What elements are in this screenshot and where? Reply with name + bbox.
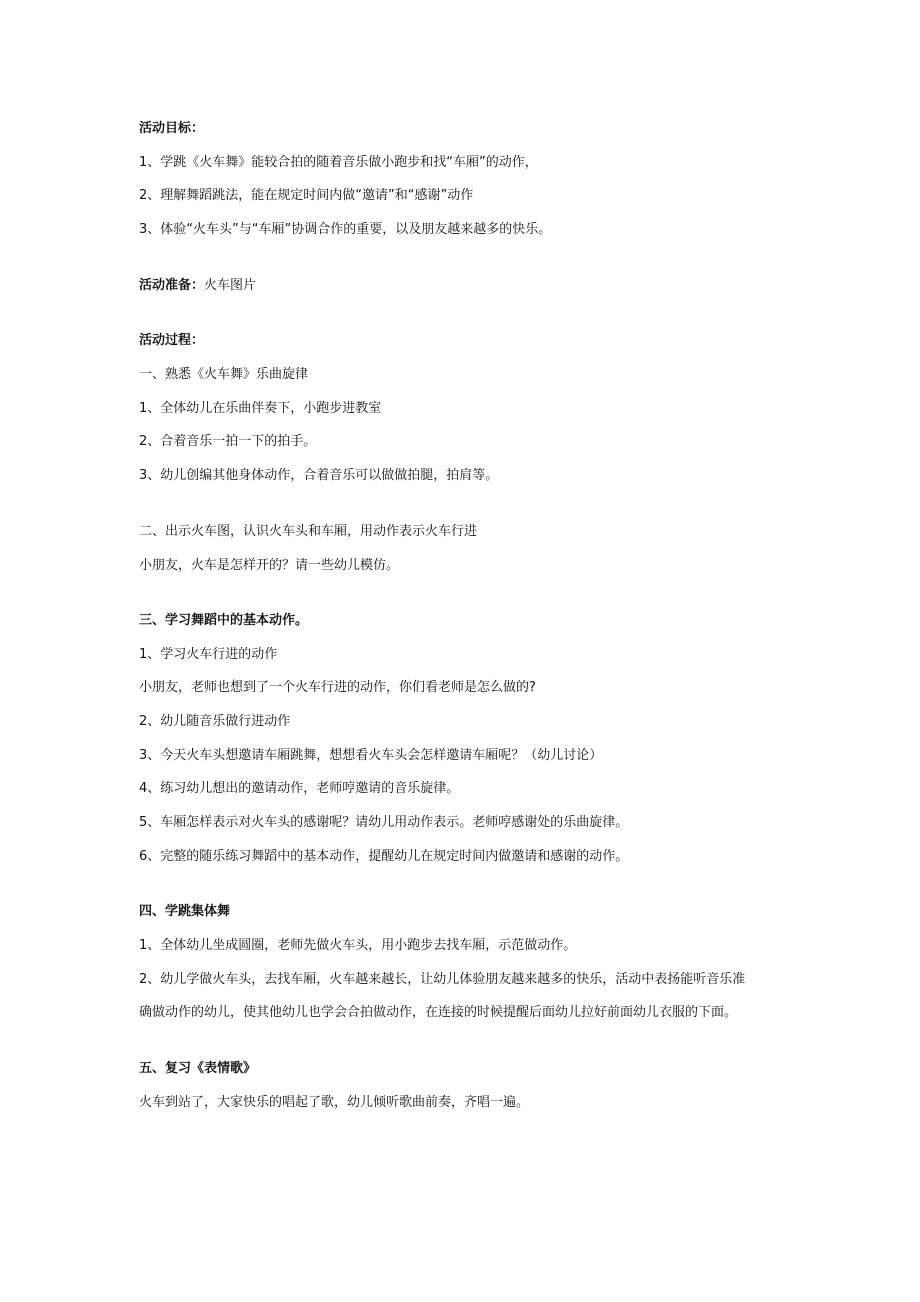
goal-item-3: 3、体验“火车头”与“车厢”协调合作的重要，以及朋友越来越多的快乐。 (139, 222, 552, 237)
part3-item-2: 2、幼儿随音乐做行进动作 (139, 714, 291, 729)
part3-item-4: 4、练习幼儿想出的邀请动作，老师哼邀请的音乐旋律。 (139, 781, 460, 796)
part4-title: 四、学跳集体舞 (139, 904, 231, 919)
part3-item-3: 3、今天火车头想邀请车厢跳舞，想想看火车头会怎样邀请车厢呢？（幼儿讨论） (139, 748, 603, 763)
part3-item-5: 5、车厢怎样表示对火车头的感谢呢？请幼儿用动作表示。老师哼感谢处的乐曲旋律。 (139, 815, 629, 830)
preparation-content: 火车图片 (204, 278, 257, 293)
part1-title: 一、熟悉《火车舞》乐曲旋律 (139, 367, 309, 382)
part3-text-1: 小朋友，老师也想到了一个火车行进的动作，你们看老师是怎么做的? (139, 680, 536, 695)
process-heading: 活动过程： (139, 333, 205, 348)
goal-item-1: 1、学跳《火车舞》能较合拍的随着音乐做小跑步和找“车厢”的动作， (139, 155, 538, 170)
part4-item-2: 2、幼儿学做火车头，去找车厢，火车越来越长，让幼儿体验朋友越来越多的快乐，活动中表扬能听音乐准 (139, 972, 746, 987)
part5-title: 五、复习《表情歌》 (139, 1061, 257, 1076)
goals-heading: 活动目标： (139, 121, 205, 136)
part1-item-2: 2、合着音乐一拍一下的拍手。 (139, 434, 317, 449)
part5-text: 火车到站了，大家快乐的唱起了歌，幼儿倾听歌曲前奏，齐唱一遍。 (139, 1095, 530, 1110)
preparation-line (139, 277, 839, 295)
part2-text: 小朋友，火车是怎样开的？请一些幼儿模仿。 (139, 558, 400, 573)
preparation-heading: 活动准备： (139, 278, 205, 293)
part1-item-3: 3、幼儿创编其他身体动作，合着音乐可以做做拍腿，拍肩等。 (139, 468, 499, 483)
part3-title: 三、学习舞蹈中的基本动作。 (139, 613, 309, 628)
part1-item-1: 1、全体幼儿在乐曲伴奏下，小跑步进教室 (139, 401, 382, 416)
part4-item-1: 1、全体幼儿坐成圆圈，老师先做火车头，用小跑步去找车厢，示范做动作。 (139, 938, 577, 953)
part3-item-1: 1、学习火车行进的动作 (139, 647, 278, 662)
part4-item-2-cont: 确做动作的幼儿，使其他幼儿也学会合拍做动作，在连接的时候提醒后面幼儿拉好前面幼儿衣服的下面。 (139, 1005, 738, 1020)
goal-item-2: 2、理解舞蹈跳法，能在规定时间内做“邀请”和“感谢”动作 (139, 188, 474, 203)
part3-item-6: 6、完整的随乐练习舞蹈中的基本动作，提醒幼儿在规定时间内做邀请和感谢的动作。 (139, 849, 629, 864)
part2-title: 二、出示火车图，认识火车头和车厢，用动作表示火车行进 (139, 524, 478, 539)
